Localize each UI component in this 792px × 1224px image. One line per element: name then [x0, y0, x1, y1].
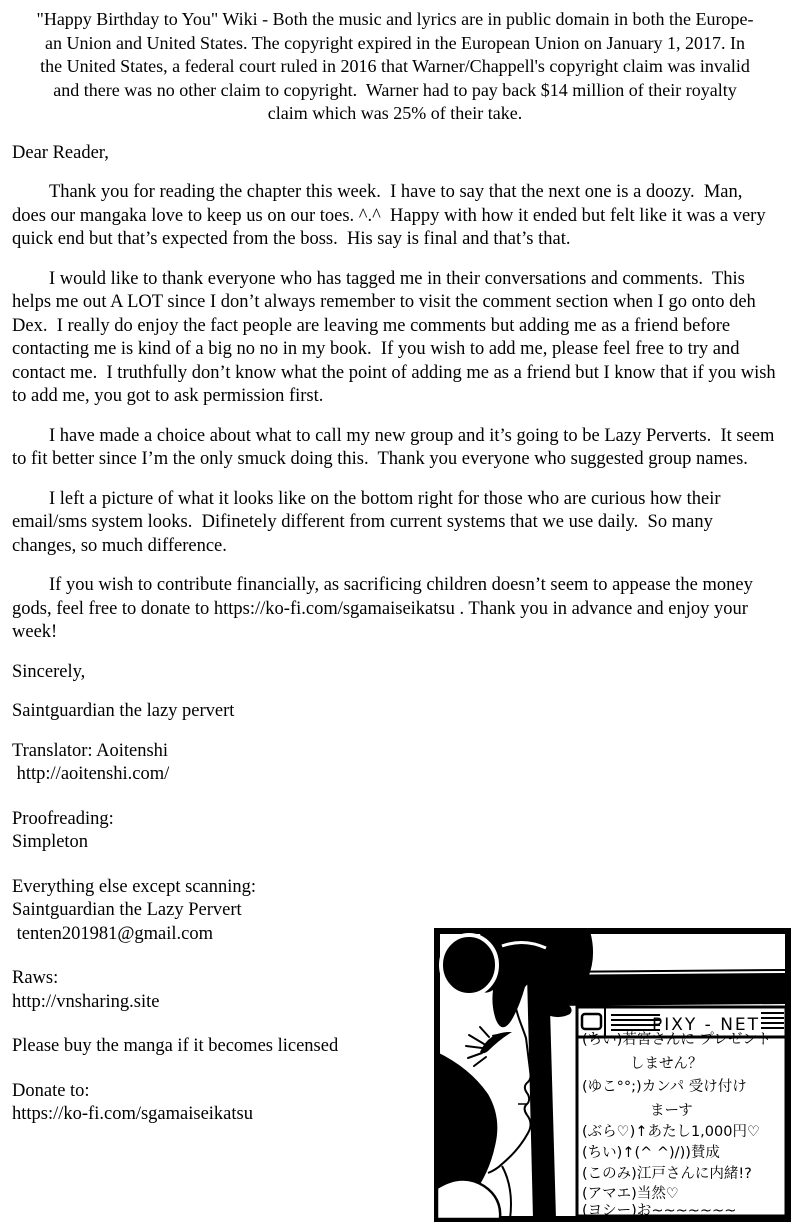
credit-line: https://ko-fi.com/sgamaiseikatsu	[12, 1104, 253, 1124]
hair-blob	[441, 935, 497, 995]
credit-line: http://aoitenshi.com/	[12, 764, 170, 784]
credit-line: http://vnsharing.site	[12, 991, 160, 1012]
credit-line: Translator: Aoitenshi	[12, 740, 169, 761]
signature: Saintguardian the lazy pervert	[12, 701, 235, 721]
credit-line: Simpleton	[12, 832, 89, 852]
letter-paragraph: I have made a choice about what to call my new group and it’s going to be Lazy Perverts. It seem to fit better since I’m the only smuck doing this. Thank you everyone who suggested group names.	[12, 425, 780, 469]
copyright-header	[12, 8, 778, 126]
credit-line: Donate to:	[12, 1080, 90, 1101]
credit-line: Proofreading:	[12, 808, 114, 829]
chat-line: (ちい)若宮さんに プレゼント	[582, 1032, 772, 1048]
credit-line: Please buy the manga if it becomes licensed	[12, 1036, 339, 1056]
copyright-header-line: claim which was 25% of their take.	[267, 103, 523, 123]
chat-line: (ゆこ°°;)カンパ 受け付け	[582, 1079, 747, 1095]
chat-line: (ちい)↑(^ ^)/))賛成	[582, 1145, 720, 1161]
chat-line: (このみ)江戸さんに内緒!?	[582, 1166, 752, 1182]
credit-line: tenten201981@gmail.com	[12, 923, 213, 944]
chat-line: しません？	[630, 1056, 703, 1072]
letter-paragraph: I left a picture of what it looks like on the bottom right for those who are curious how their email/sms system looks. Difinetely different from current systems that we use daily. So many changes, so much difference.	[12, 488, 726, 556]
chat-line: (アマエ)当然♡	[582, 1186, 679, 1202]
credit-line: Everything else except scanning:	[12, 876, 257, 897]
copyright-header-line: and there was no other claim to copyright. Warner had to pay back $14 million of their royalty	[53, 79, 737, 100]
credit-line: Raws:	[12, 968, 59, 988]
salutation: Dear Reader,	[12, 142, 109, 163]
manga-panel-illustration	[434, 928, 791, 1222]
chat-line: (ヨシー)お~~~~~~~	[582, 1203, 737, 1219]
letter-paragraph: If you wish to contribute financially, as sacrificing children doesn’t seem to appease the money gods, feel free to donate to https://ko-fi.com/sgamaiseikatsu . Thank you in advance and enjoy your week!	[12, 575, 758, 642]
letter-paragraph: Thank you for reading the chapter this week. I have to say that the next one is a doozy. Man, does our mangaka love to keep us on our toes. ^.^ Happy with how it ended but felt like it was a very quick end but that’s expected from the boss. His say is final and that’s that.	[12, 182, 771, 249]
pixy-net-window	[577, 1007, 786, 1219]
closing: Sincerely,	[12, 661, 86, 682]
copyright-header-line: "Happy Birthday to You" Wiki - Both the music and lyrics are in public domain in both the Europe-	[36, 9, 754, 29]
pixy-net-window-title: PIXY - NET	[651, 1015, 761, 1035]
letter-paragraph: I would like to thank everyone who has tagged me in their conversations and comments. This helps me out A LOT since I don’t always remember to visit the comment section when I go onto deh Dex. I really do enjoy the fact people are leaving me comments but adding me as a friend before contacting me is kind of a big no no in my book. If you wish to add me, please feel free to try and contact me. I truthfully don’t know what the point of adding me as a friend but I know that if you wish to add me, you got to ask permission first.	[12, 268, 781, 406]
credit-group-translator	[12, 740, 778, 787]
chat-line: まーす	[650, 1103, 693, 1119]
chat-line: (ぶら♡)↑あたし1,000円♡	[582, 1124, 760, 1140]
credit-line: Saintguardian the Lazy Pervert	[12, 900, 242, 920]
credit-group-proofreading	[12, 808, 778, 855]
copyright-header-line: the United States, a federal court ruled in 2016 that Warner/Chappell's copyright claim was invalid	[40, 56, 750, 76]
copyright-header-line: an Union and United States. The copyright expired in the European Union on January 1, 2017. In	[44, 32, 745, 53]
window-close-icon	[582, 1014, 601, 1029]
